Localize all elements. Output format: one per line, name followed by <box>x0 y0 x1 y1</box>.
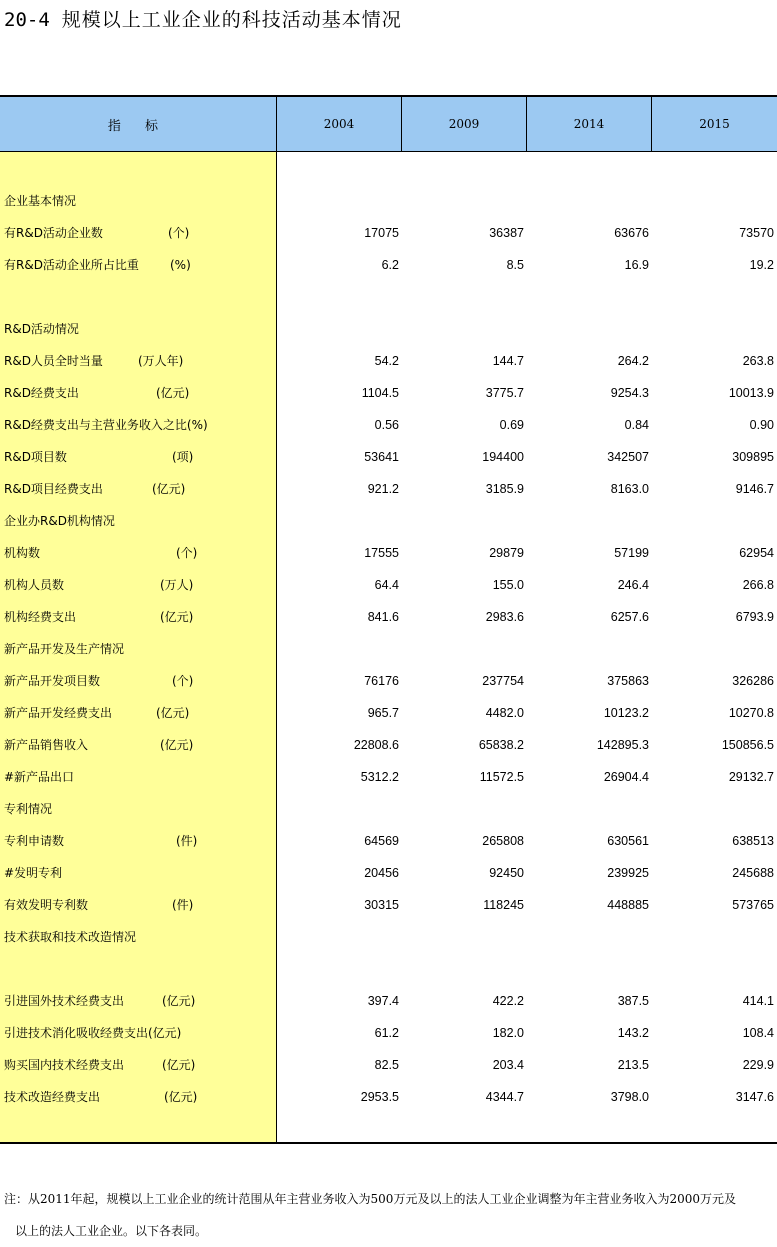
cell-value: 144.7 <box>492 354 524 368</box>
cell-value: 237754 <box>482 674 524 688</box>
table-title: 规模以上工业企业的科技活动基本情况 <box>61 9 402 31</box>
table-row <box>0 319 777 339</box>
table-row <box>0 191 777 211</box>
cell-value: 375863 <box>607 674 649 688</box>
table-row <box>0 543 777 563</box>
cell-value: 9146.7 <box>735 482 774 496</box>
cell-value: 22808.6 <box>353 738 399 752</box>
row-unit: (个) <box>168 226 190 240</box>
row-label: 企业办R&D机构情况 <box>4 514 115 528</box>
cell-value: 6793.9 <box>735 610 774 624</box>
table-row <box>0 575 777 595</box>
cell-value: 63676 <box>614 226 649 240</box>
cell-value: 342507 <box>607 450 649 464</box>
cell-value: 246.4 <box>617 578 649 592</box>
row-label: 新产品开发经费支出 <box>4 706 113 720</box>
cell-value: 965.7 <box>367 706 399 720</box>
cell-value: 0.69 <box>499 418 524 432</box>
column-divider <box>651 97 652 152</box>
table-row <box>0 447 777 467</box>
table-row <box>0 735 777 755</box>
table-row <box>0 607 777 627</box>
row-label: 技术获取和技术改造情况 <box>4 930 137 944</box>
row-unit: (件) <box>176 834 198 848</box>
cell-value: 448885 <box>607 898 649 912</box>
row-unit: (亿元) <box>160 610 194 624</box>
cell-value: 62954 <box>739 546 774 560</box>
table-row <box>0 863 777 883</box>
table-row <box>0 1087 777 1107</box>
cell-value: 143.2 <box>617 1026 649 1040</box>
cell-value: 638513 <box>732 834 774 848</box>
cell-value: 76176 <box>364 674 399 688</box>
row-label: R&D经费支出与主营业务收入之比(%) <box>4 418 208 432</box>
table-row <box>0 255 777 275</box>
table-row <box>0 415 777 435</box>
cell-value: 6.2 <box>381 258 399 272</box>
footnote-line-1: 注：从2011年起，规模以上工业企业的统计范围从年主营业务收入为500万元及以上的法人工业企业调整为年主营业务收入为2000万元及 <box>4 1192 736 1206</box>
cell-value: 82.5 <box>374 1058 399 1072</box>
cell-value: 213.5 <box>617 1058 649 1072</box>
cell-value: 30315 <box>364 898 399 912</box>
row-unit: (个) <box>172 674 194 688</box>
row-unit: (%) <box>170 258 191 272</box>
row-label: 购买国内技术经费支出 <box>4 1058 125 1072</box>
cell-value: 150856.5 <box>721 738 774 752</box>
cell-value: 92450 <box>489 866 524 880</box>
cell-value: 108.4 <box>742 1026 774 1040</box>
cell-value: 17555 <box>364 546 399 560</box>
row-label: 专利情况 <box>4 802 53 816</box>
row-label: #新产品出口 <box>4 770 75 784</box>
cell-value: 20456 <box>364 866 399 880</box>
cell-value: 3185.9 <box>485 482 524 496</box>
row-unit: (项) <box>172 450 194 464</box>
row-unit: (个) <box>176 546 198 560</box>
cell-value: 266.8 <box>742 578 774 592</box>
row-label: 新产品开发及生产情况 <box>4 642 125 656</box>
cell-value: 9254.3 <box>610 386 649 400</box>
cell-value: 16.9 <box>624 258 649 272</box>
cell-value: 309895 <box>732 450 774 464</box>
row-label: 新产品销售收入 <box>4 738 89 752</box>
cell-value: 3798.0 <box>610 1090 649 1104</box>
table-row <box>0 351 777 371</box>
cell-value: 3147.6 <box>735 1090 774 1104</box>
table-header <box>0 97 777 152</box>
cell-value: 1104.5 <box>361 386 399 400</box>
cell-value: 29879 <box>489 546 524 560</box>
cell-value: 414.1 <box>742 994 774 1008</box>
table-row <box>0 1023 777 1043</box>
header-year-2004: 2004 <box>323 117 355 131</box>
cell-value: 142895.3 <box>596 738 649 752</box>
row-unit: (亿元) <box>164 1090 198 1104</box>
cell-value: 264.2 <box>617 354 649 368</box>
row-label: R&D人员全时当量 <box>4 354 103 368</box>
cell-value: 4344.7 <box>485 1090 524 1104</box>
cell-value: 265808 <box>482 834 524 848</box>
cell-value: 155.0 <box>492 578 524 592</box>
row-unit: (亿元) <box>162 994 196 1008</box>
table-row <box>0 511 777 531</box>
cell-value: 65838.2 <box>478 738 524 752</box>
row-label: 有R&D活动企业数 <box>4 226 103 240</box>
cell-value: 387.5 <box>617 994 649 1008</box>
row-unit: (亿元) <box>160 738 194 752</box>
header-year-2014: 2014 <box>573 117 605 131</box>
table-row <box>0 767 777 787</box>
table-row <box>0 927 777 947</box>
row-label: 机构人员数 <box>4 578 65 592</box>
cell-value: 841.6 <box>367 610 399 624</box>
footnote-line-2: 以上的法人工业企业。以下各表同。 <box>15 1224 208 1238</box>
cell-value: 921.2 <box>367 482 399 496</box>
row-label: 引进技术消化吸收经费支出(亿元) <box>4 1026 182 1040</box>
cell-value: 194400 <box>482 450 524 464</box>
row-label: 有效发明专利数 <box>4 898 89 912</box>
row-unit: (万人) <box>160 578 194 592</box>
cell-value: 73570 <box>739 226 774 240</box>
row-label: 机构经费支出 <box>4 610 77 624</box>
table-row <box>0 223 777 243</box>
cell-value: 3775.7 <box>485 386 524 400</box>
cell-value: 26904.4 <box>603 770 649 784</box>
row-label: 引进国外技术经费支出 <box>4 994 125 1008</box>
table-bottom-rule <box>0 1142 777 1144</box>
table-row <box>0 671 777 691</box>
cell-value: 245688 <box>732 866 774 880</box>
row-label: R&D项目经费支出 <box>4 482 103 496</box>
column-divider <box>526 97 527 152</box>
table-row <box>0 991 777 1011</box>
row-unit: (件) <box>172 898 194 912</box>
cell-value: 630561 <box>607 834 649 848</box>
cell-value: 573765 <box>732 898 774 912</box>
row-label: R&D活动情况 <box>4 322 79 336</box>
footnote <box>4 1183 774 1247</box>
cell-value: 0.56 <box>374 418 399 432</box>
header-indicator: 指 标 <box>107 118 169 134</box>
page-title <box>4 5 402 32</box>
row-label: 机构数 <box>4 546 41 560</box>
cell-value: 8.5 <box>506 258 524 272</box>
row-label: #发明专利 <box>4 866 63 880</box>
row-unit: (亿元) <box>156 386 190 400</box>
table-row <box>0 831 777 851</box>
cell-value: 326286 <box>732 674 774 688</box>
cell-value: 19.2 <box>749 258 774 272</box>
cell-value: 0.90 <box>749 418 774 432</box>
cell-value: 397.4 <box>367 994 399 1008</box>
table-row <box>0 479 777 499</box>
table-row <box>0 895 777 915</box>
cell-value: 10123.2 <box>603 706 649 720</box>
cell-value: 6257.6 <box>610 610 649 624</box>
cell-value: 422.2 <box>492 994 524 1008</box>
row-label: 新产品开发项目数 <box>4 674 101 688</box>
cell-value: 36387 <box>489 226 524 240</box>
column-divider <box>401 97 402 152</box>
row-label: 企业基本情况 <box>4 194 77 208</box>
cell-value: 182.0 <box>492 1026 524 1040</box>
cell-value: 29132.7 <box>728 770 774 784</box>
cell-value: 118245 <box>483 898 524 912</box>
table-row <box>0 703 777 723</box>
cell-value: 263.8 <box>742 354 774 368</box>
row-label: R&D项目数 <box>4 450 67 464</box>
cell-value: 8163.0 <box>610 482 649 496</box>
cell-value: 4482.0 <box>485 706 524 720</box>
header-year-2015: 2015 <box>699 117 730 131</box>
cell-value: 11572.5 <box>479 770 524 784</box>
cell-value: 61.2 <box>374 1026 399 1040</box>
cell-value: 5312.2 <box>360 770 399 784</box>
row-label: R&D经费支出 <box>4 386 79 400</box>
header-year-2009: 2009 <box>448 117 480 131</box>
cell-value: 229.9 <box>742 1058 774 1072</box>
table-row <box>0 383 777 403</box>
row-unit: (万人年) <box>138 354 184 368</box>
row-label: 专利申请数 <box>4 834 65 848</box>
row-label: 技术改造经费支出 <box>4 1090 101 1104</box>
cell-value: 17075 <box>364 226 399 240</box>
cell-value: 239925 <box>607 866 649 880</box>
cell-value: 53641 <box>364 450 399 464</box>
table-number: 20-4 <box>4 9 50 31</box>
cell-value: 10270.8 <box>728 706 774 720</box>
cell-value: 0.84 <box>624 418 649 432</box>
cell-value: 2983.6 <box>485 610 524 624</box>
table-row <box>0 799 777 819</box>
cell-value: 57199 <box>614 546 649 560</box>
cell-value: 54.2 <box>374 354 399 368</box>
row-unit: (亿元) <box>162 1058 196 1072</box>
cell-value: 2953.5 <box>360 1090 399 1104</box>
table-row <box>0 1055 777 1075</box>
cell-value: 64569 <box>364 834 399 848</box>
row-unit: (亿元) <box>156 706 190 720</box>
cell-value: 10013.9 <box>728 386 774 400</box>
cell-value: 203.4 <box>492 1058 524 1072</box>
table-row <box>0 639 777 659</box>
cell-value: 64.4 <box>374 578 399 592</box>
row-unit: (亿元) <box>152 482 186 496</box>
row-label: 有R&D活动企业所占比重 <box>4 258 139 272</box>
